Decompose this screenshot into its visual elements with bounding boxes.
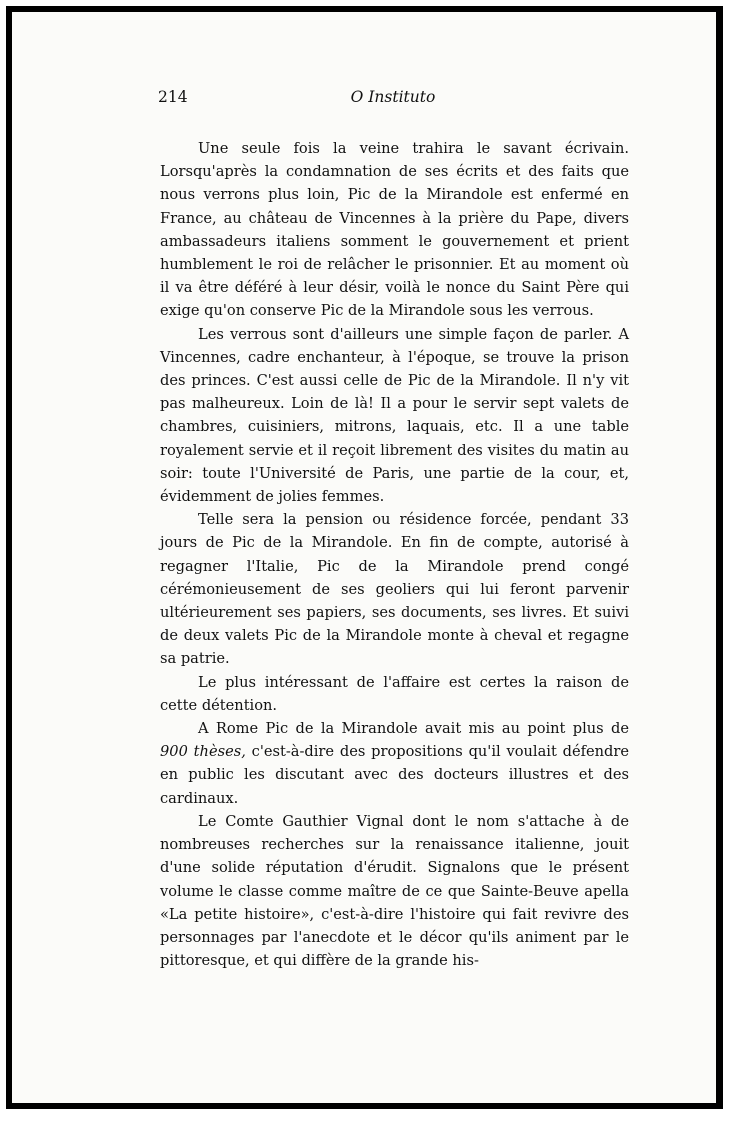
paragraph-4: Le plus intéressant de l'affaire est certes la raison de cette détention.	[160, 673, 629, 714]
paragraph-5-before: A Rome Pic de la Mirandole avait mis au point plus de	[198, 720, 629, 738]
paragraph-5-italic: 900 thèses,	[160, 743, 246, 761]
journal-title: O Instituto	[350, 88, 436, 106]
body-text	[160, 137, 629, 972]
page-number: 214	[158, 88, 188, 106]
paragraph-6: Le Comte Gauthier Vignal dont le nom s'attache à de nombreuses recherches sur la renaissance italienne, jouit d'une solide réputation d'érudit. Signalons que le présent volume le classe comme maître de ce que Sainte-Beuve apella «La petite histoire», c'est-à-dire l'histoire qui fait revivre des personnages par l'anecdote et le décor qu'ils animent par le pittoresque, et qui diffère de la grande his-	[160, 812, 629, 970]
paragraph-1: Une seule fois la veine trahira le savant écrivain. Lorsqu'après la condamnation de ses écrits et des faits que nous verrons plus loin, Pic de la Mirandole est enfermé en France, au château de Vincennes à la prière du Pape, divers ambassadeurs italiens somment le gouvernement et prient humblement le roi de relâcher le prisonnier. Et au moment où il va être déféré à leur désir, voilà le nonce du Saint Père qui exige qu'on conserve Pic de la Mirandole sous les verrous.	[160, 140, 629, 320]
paragraph-5	[160, 717, 629, 810]
paragraph-5-after: c'est-à-dire des propositions qu'il voulait défendre en public les discutant avec des docteurs illustres et des cardinaux.	[160, 743, 630, 807]
paragraph-3: Telle sera la pension ou résidence forcée, pendant 33 jours de Pic de la Mirandole. En fin de compte, autorisé à regagner l'Italie, Pic de la Mirandole prend congé cérémonieusement de ses geoliers qui lui feront parvenir ultérieurement ses papiers, ses documents, ses livres. Et suivi de deux valets Pic de la Mirandole monte à cheval et regagne sa patrie.	[160, 511, 629, 668]
paragraph-2: Les verrous sont d'ailleurs une simple façon de parler. A Vincennes, cadre enchanteur, à l'époque, se trouve la prison des princes. C'est aussi celle de Pic de la Mirandole. Il n'y vit pas malheureux. Loin de là! Il a pour le servir sept valets de chambres, cuisiniers, mitrons, laquais, etc. Il a une table royalement servie et il reçoit librement des visites du matin au soir: toute l'Université de Paris, une partie de la cour, et, évidemment de jolies femmes.	[160, 325, 629, 506]
running-head	[158, 88, 628, 112]
